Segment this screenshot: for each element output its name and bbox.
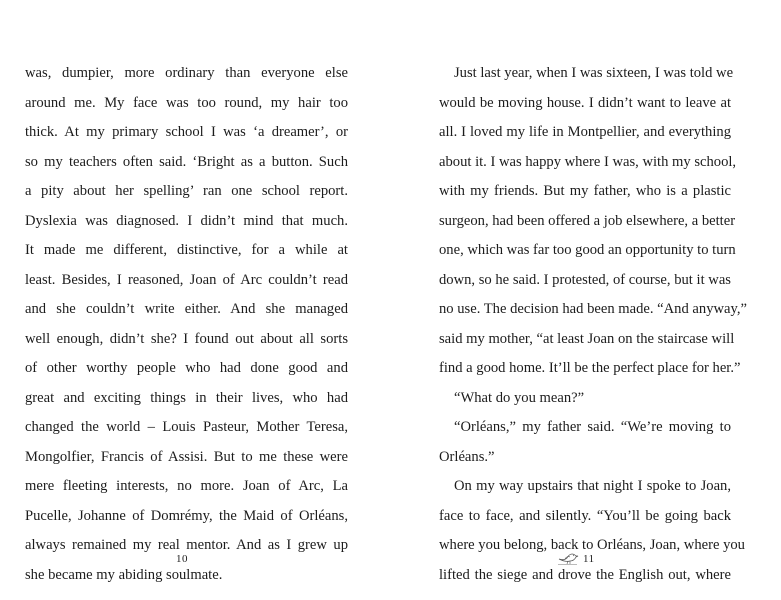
left-page-text — [25, 59, 348, 590]
text-line: mere fleeting interests, no more. Joan of Arc, La — [25, 478, 348, 494]
text-line: changed the world – Louis Pasteur, Mother Teresa, — [25, 419, 348, 435]
text-line: she became my abiding soulmate. — [25, 566, 223, 583]
text-line: so my teachers often said. ‘Bright as a button. Such — [25, 153, 348, 170]
text-line: where you belong, back to Orléans, Joan, where you — [439, 537, 745, 553]
text-line: Just last year, when I was sixteen, I was told we — [454, 65, 734, 81]
text-line: and she couldn’t write either. And she managed — [25, 301, 348, 317]
right-page — [391, 0, 781, 600]
text-line: said my mother, “at least Joan on the staircase will — [439, 330, 735, 347]
text-line: would be moving house. I didn’t want to leave at — [439, 94, 731, 111]
text-line: of other worthy people who had done good and — [25, 360, 348, 376]
text-line: was, dumpier, more ordinary than everyone else — [25, 65, 348, 81]
text-line: about it. I was happy where I was, with my school, — [439, 153, 737, 170]
text-line: face to face, and silently. “You’ll be going back — [439, 507, 731, 524]
page-number: 11 — [583, 553, 595, 565]
text-line: one, which was far too good an opportunity to turn — [439, 242, 736, 258]
text-line: Orléans.” — [439, 448, 495, 465]
text-line: lifted the siege and drove the English out, where — [439, 566, 731, 583]
text-line: Pucelle, Johanne of Domrémy, the Maid of Orléans, — [25, 507, 348, 524]
text-line: all. I loved my life in Montpellier, and everything — [439, 124, 731, 140]
text-line: always remained my real mentor. And as I grew up — [25, 537, 348, 553]
text-line: down, so he said. I protested, of course, but it was — [439, 271, 731, 288]
left-page — [0, 0, 390, 600]
text-line: “Orléans,” my father said. “We’re moving to — [454, 419, 731, 435]
right-page-text — [439, 59, 747, 590]
text-line: with my friends. But my father, who is a plastic — [439, 183, 731, 199]
text-line: great and exciting things in their lives, who had — [25, 389, 348, 406]
text-line: find a good home. It’ll be the perfect place for her.” — [439, 360, 741, 376]
text-line: no use. The decision had been made. “And anyway,” — [439, 301, 747, 317]
text-line: thick. At my primary school I was ‘a dreamer’, or — [25, 124, 348, 140]
bird-icon — [557, 548, 579, 566]
text-line: Dyslexia was diagnosed. I didn’t mind that much. — [25, 212, 348, 229]
text-line: On my way upstairs that night I spoke to Joan, — [454, 478, 731, 494]
text-line: “What do you mean?” — [454, 389, 585, 406]
text-line: well enough, didn’t she? I found out about all sorts — [25, 330, 348, 347]
text-line: a pity about her spelling’ ran one school report. — [25, 183, 348, 199]
text-line: around me. My face was too round, my hair too — [25, 94, 348, 111]
text-line: Mongolfier, Francis of Assisi. But to me these were — [25, 448, 348, 465]
page-number: 10 — [176, 553, 188, 565]
text-line: least. Besides, I reasoned, Joan of Arc couldn’t read — [25, 271, 348, 288]
text-line: surgeon, had been offered a job elsewhere, a better — [439, 212, 736, 229]
text-line: It made me different, distinctive, for a while at — [25, 242, 348, 258]
